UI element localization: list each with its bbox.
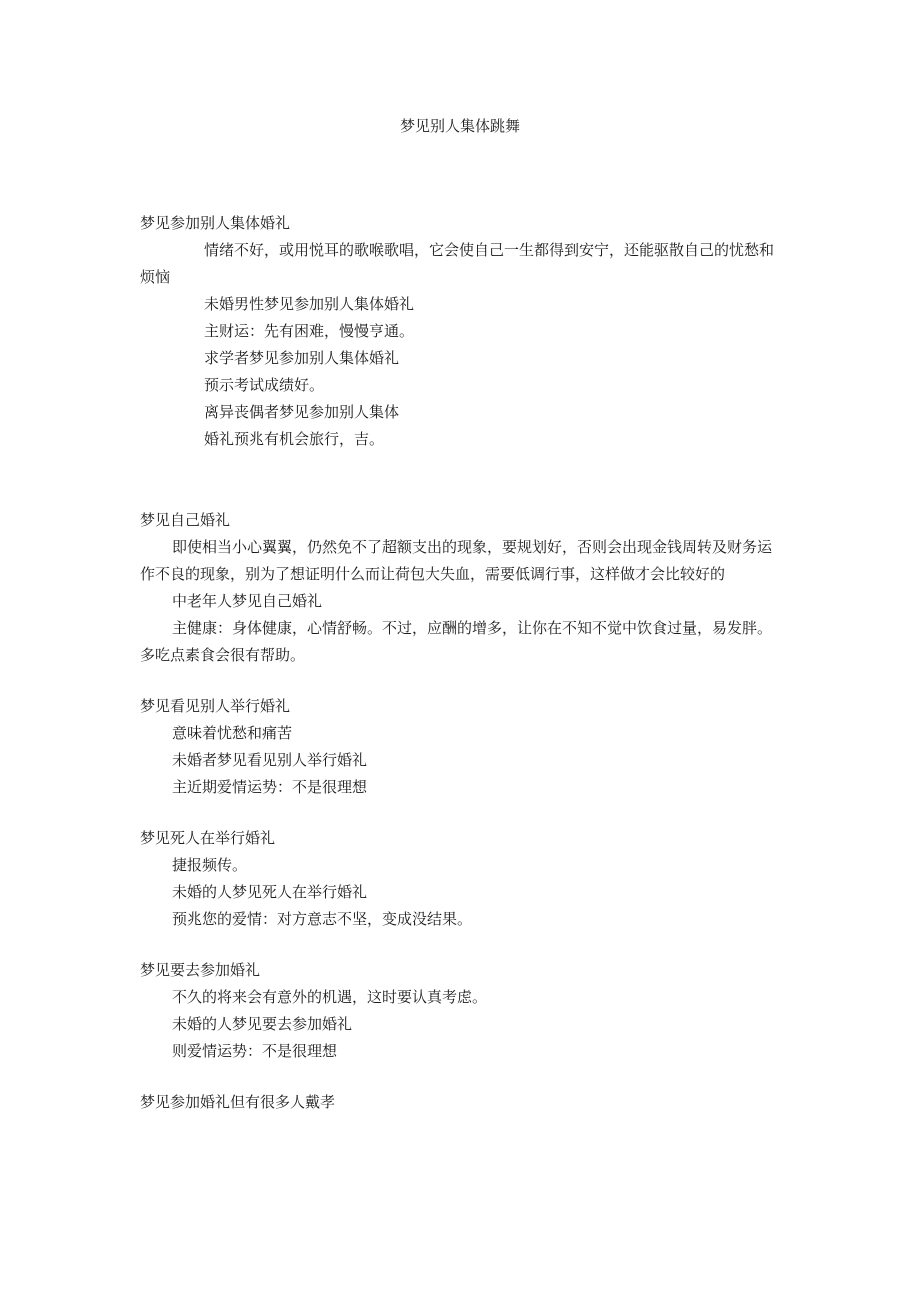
paragraph-line: 主财运：先有困难，慢慢亨通。 [204, 322, 415, 340]
section-mourning-wedding [140, 1089, 780, 1116]
paragraph: 情绪不好，或用悦耳的歌喉歌唱，它会使自己一生都得到安宁，还能驱散自己的忧愁和烦恼 [140, 241, 775, 286]
section-going-to-wedding [140, 957, 780, 1065]
section-see-others-wedding [140, 693, 780, 801]
paragraph-line: 预兆您的爱情：对方意志不坚，变成没结果。 [172, 910, 473, 928]
spacer [140, 801, 780, 825]
document-body [140, 210, 780, 1116]
section-own-wedding [140, 507, 780, 669]
paragraph-line: 捷报频传。 [172, 856, 248, 874]
paragraph-line: 婚礼预兆有机会旅行，吉。 [204, 430, 385, 448]
section-group-wedding [140, 210, 780, 453]
paragraph: 主健康：身体健康，心情舒畅。不过，应酬的增多，让你在不知不觉中饮食过量，易发胖。多吃点素食会很有帮助。 [140, 619, 773, 664]
paragraph-line: 中老年人梦见自己婚礼 [172, 592, 323, 610]
paragraph-line: 预示考试成绩好。 [204, 376, 325, 394]
spacer [140, 453, 780, 507]
spacer [140, 933, 780, 957]
paragraph-line: 未婚的人梦见要去参加婚礼 [172, 1015, 353, 1033]
section-heading: 梦见看见别人举行婚礼 [140, 697, 291, 715]
spacer [140, 1065, 780, 1089]
document-title: 梦见别人集体跳舞 [399, 117, 520, 135]
paragraph-line: 主近期爱情运势：不是很理想 [172, 778, 368, 796]
section-heading: 梦见要去参加婚礼 [140, 961, 261, 979]
paragraph-line: 求学者梦见参加别人集体婚礼 [204, 349, 400, 367]
paragraph-line: 离异丧偶者梦见参加别人集体 [204, 403, 400, 421]
paragraph-line: 则爱情运势：不是很理想 [172, 1042, 338, 1060]
paragraph-line: 意味着忧愁和痛苦 [172, 724, 293, 742]
spacer [140, 669, 780, 693]
paragraph-line: 未婚的人梦见死人在举行婚礼 [172, 883, 368, 901]
section-heading: 梦见自己婚礼 [140, 511, 231, 529]
paragraph: 即使相当小心翼翼，仍然免不了超额支出的现象，要规划好，否则会出现金钱周转及财务运作不良的现象，别为了想证明什么而让荷包大失血，需要低调行事，这样做才会比较好的 [140, 538, 773, 583]
section-heading: 梦见参加婚礼但有很多人戴孝 [140, 1093, 336, 1111]
section-heading: 梦见死人在举行婚礼 [140, 829, 276, 847]
paragraph-line: 未婚男性梦见参加别人集体婚礼 [204, 295, 415, 313]
paragraph-line: 不久的将来会有意外的机遇，这时要认真考虑。 [172, 988, 488, 1006]
section-dead-wedding [140, 825, 780, 933]
section-heading: 梦见参加别人集体婚礼 [140, 214, 291, 232]
paragraph-line: 未婚者梦见看见别人举行婚礼 [172, 751, 368, 769]
